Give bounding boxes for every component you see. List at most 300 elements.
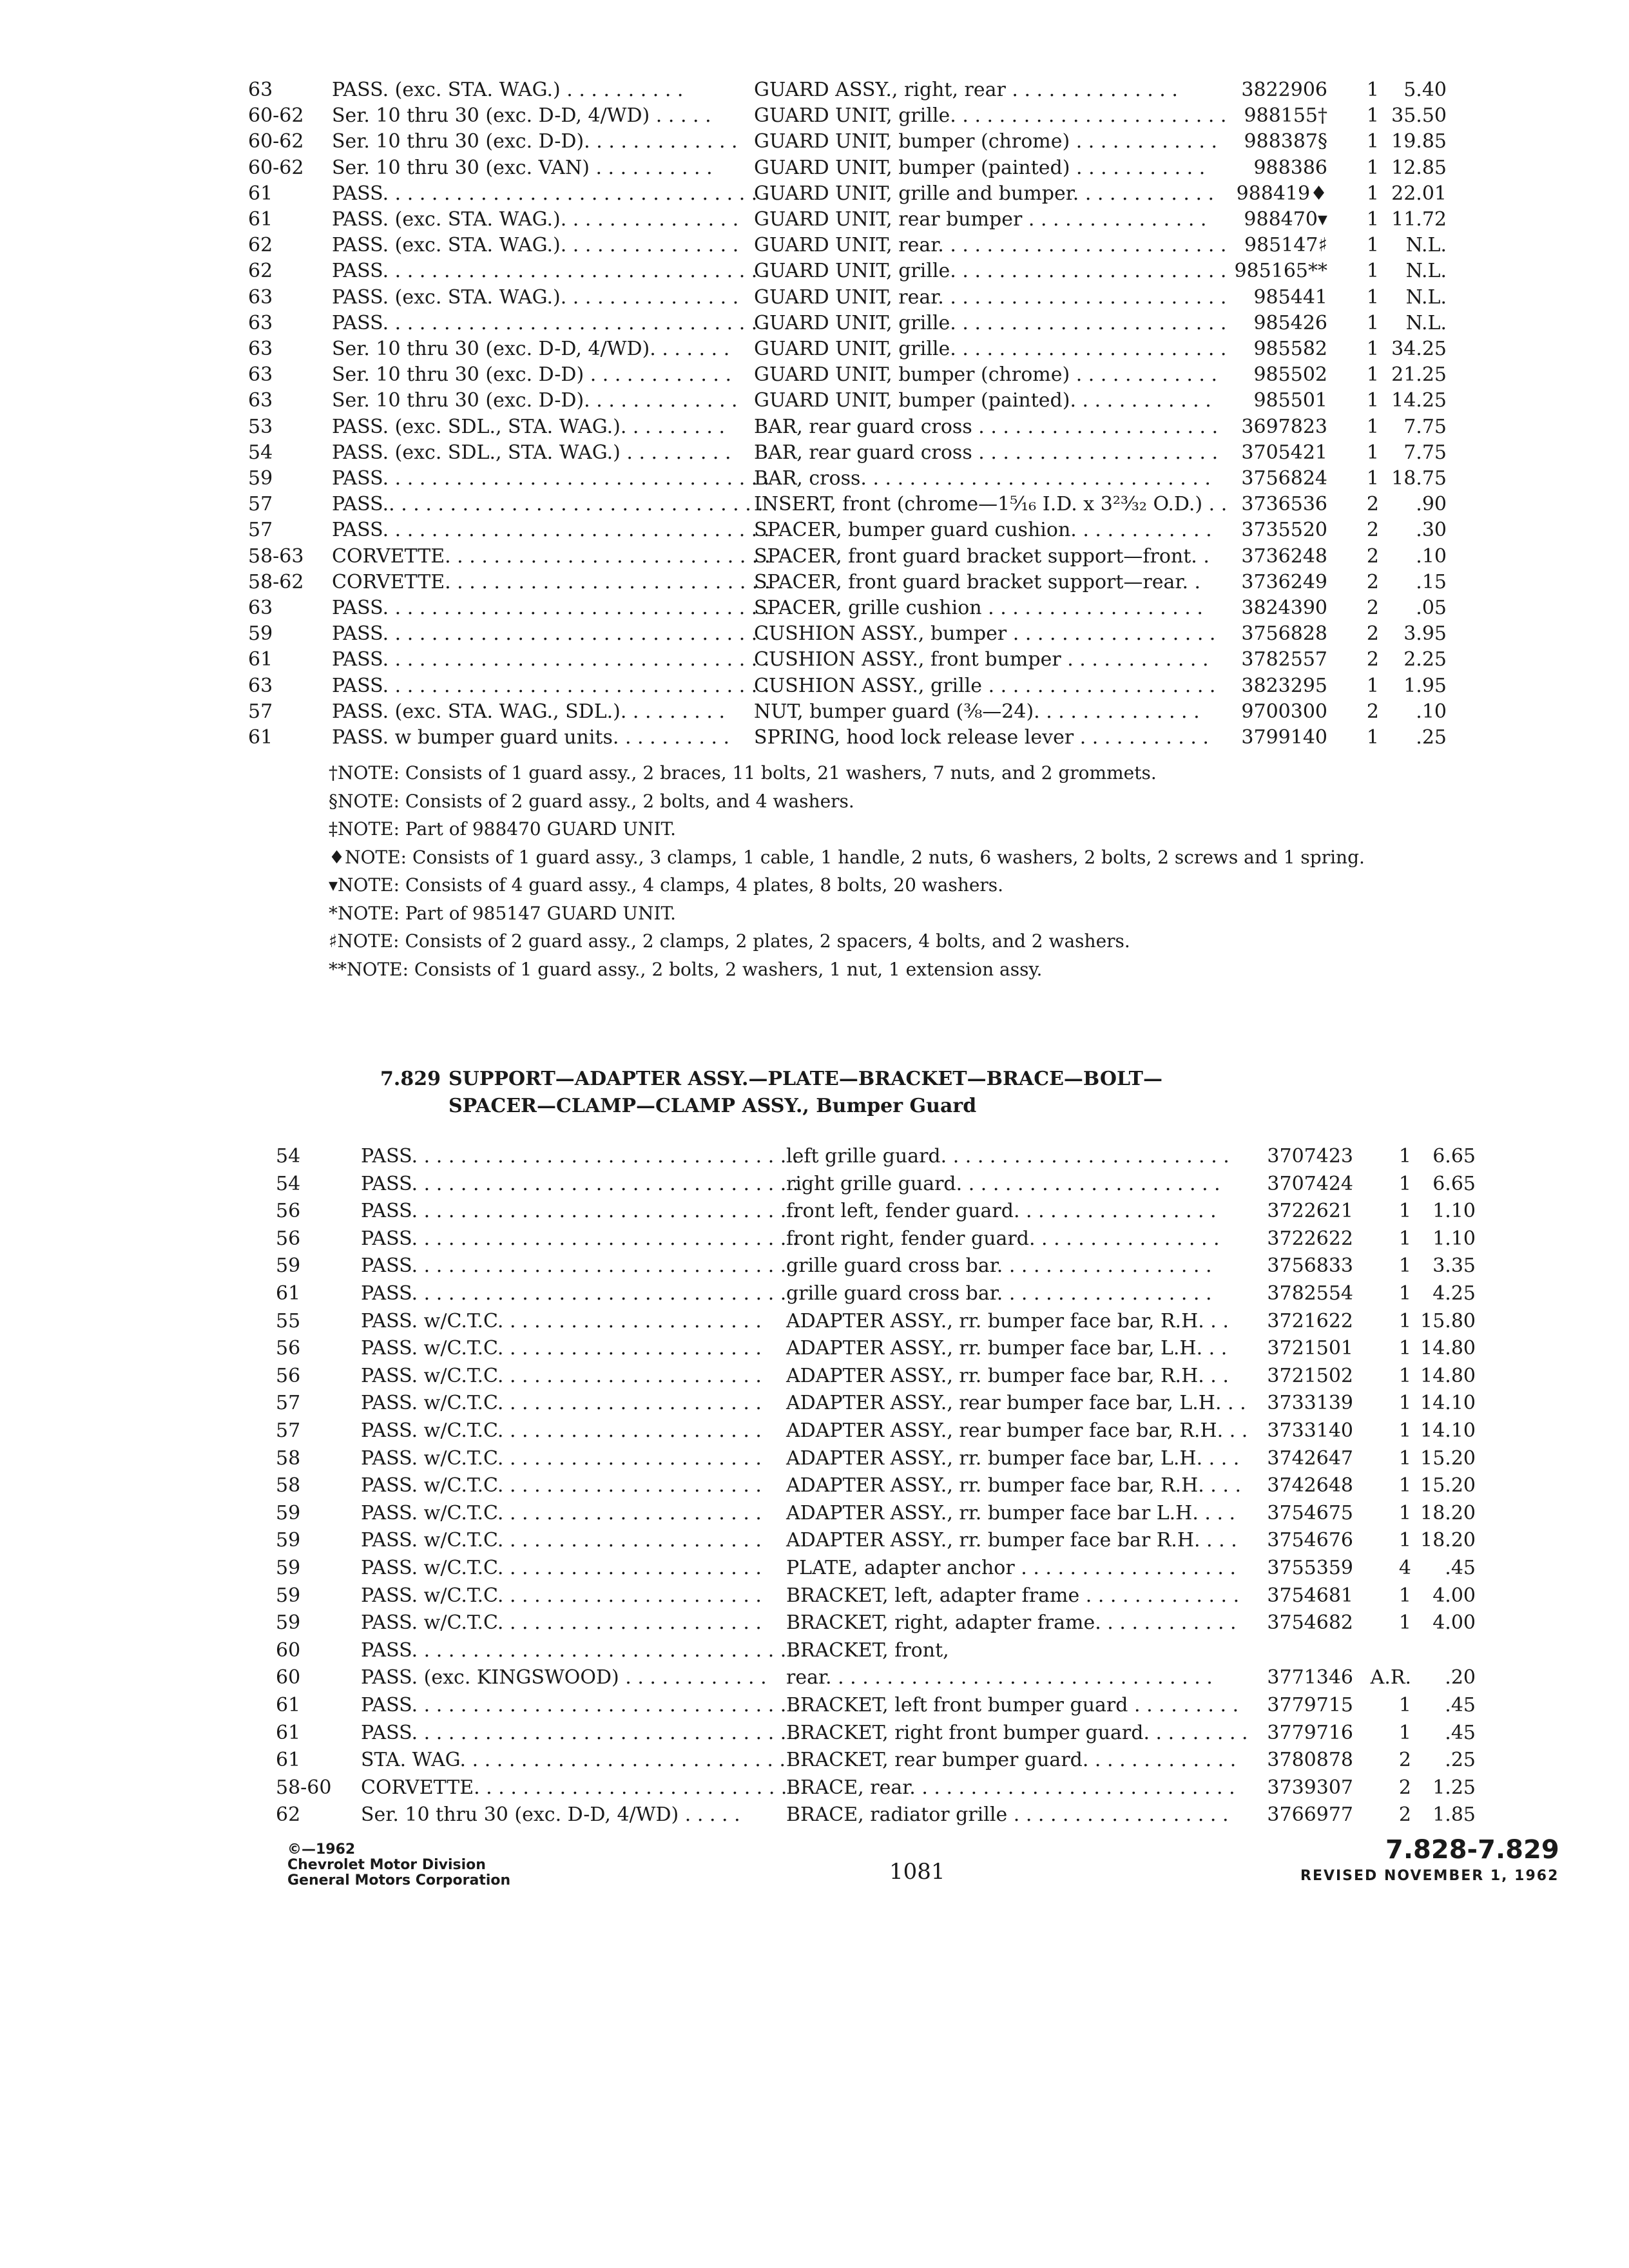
description-cell: BRACE, radiator grille . . . . . . . . . . . . . . . . . . bbox=[786, 1803, 1229, 1827]
year-cell: 61 bbox=[248, 726, 273, 749]
model-cell: PASS. . . . . . . . . . . . . . . . . . . . . . . . . . . . . . . . bbox=[361, 1200, 799, 1223]
price-cell: .30 bbox=[1416, 519, 1447, 542]
description-cell: BRACKET, rear bumper guard. . . . . . . . . . . . . bbox=[786, 1749, 1237, 1772]
quantity-cell: 1 bbox=[1366, 156, 1379, 179]
description-cell: ADAPTER ASSY., rr. bumper face bar, L.H. . . . bbox=[786, 1446, 1240, 1470]
description-cell: BAR, cross. . . . . . . . . . . . . . . . . . . . . . . . . . . . . bbox=[754, 467, 1211, 490]
table-row bbox=[0, 698, 1629, 726]
year-cell: 57 bbox=[248, 493, 273, 516]
part-number-cell: 985441 bbox=[1253, 285, 1327, 309]
quantity-cell: A.R. bbox=[1370, 1666, 1411, 1689]
part-number-cell: 3782557 bbox=[1241, 648, 1327, 671]
part-number-cell: 3722621 bbox=[1267, 1200, 1353, 1223]
quantity-cell: 1 bbox=[1366, 79, 1379, 101]
part-number-cell: 3707423 bbox=[1267, 1145, 1353, 1168]
price-cell: 15.80 bbox=[1420, 1309, 1476, 1332]
price-cell: 1.10 bbox=[1432, 1227, 1476, 1250]
quantity-cell: 1 bbox=[1398, 1172, 1411, 1195]
year-cell: 61 bbox=[248, 648, 273, 671]
price-cell: 2.25 bbox=[1403, 648, 1447, 671]
note-line: ♦NOTE: Consists of 1 guard assy., 3 clamps, 1 cable, 1 handle, 2 nuts, 6 washers, 2 bolts, 2 screws and 1 spring. bbox=[329, 846, 1365, 868]
price-cell: .45 bbox=[1445, 1694, 1476, 1716]
quantity-cell: 1 bbox=[1366, 674, 1379, 697]
section-title-line1: SUPPORT—ADAPTER ASSY.—PLATE—BRACKET—BRACE—BOLT— bbox=[448, 1068, 1162, 1090]
price-cell: 18.75 bbox=[1391, 467, 1447, 490]
price-cell: 11.72 bbox=[1391, 208, 1447, 231]
model-cell: PASS. . . . . . . . . . . . . . . . . . . . . . . . . . . . . . . . bbox=[332, 519, 770, 542]
price-cell: 14.25 bbox=[1391, 389, 1447, 412]
year-cell: 63 bbox=[248, 363, 273, 387]
description-cell: right grille guard. . . . . . . . . . . . . . . . . . . . . . bbox=[786, 1172, 1220, 1195]
quantity-cell: 2 bbox=[1398, 1776, 1411, 1799]
description-cell: GUARD UNIT, rear bumper . . . . . . . . . . . . . . . bbox=[754, 208, 1207, 231]
table-row bbox=[0, 1774, 1629, 1802]
table-row bbox=[0, 1554, 1629, 1582]
year-cell: 61 bbox=[248, 208, 273, 231]
table-row bbox=[0, 231, 1629, 260]
part-number-cell: 3736249 bbox=[1241, 570, 1327, 593]
model-cell: CORVETTE. . . . . . . . . . . . . . . . . . . . . . . . . . . bbox=[332, 570, 771, 593]
part-number-cell: 3823295 bbox=[1241, 674, 1327, 697]
model-cell: PASS. . . . . . . . . . . . . . . . . . . . . . . . . . . . . . . . bbox=[361, 1694, 799, 1716]
copyright-division: Chevrolet Motor Division bbox=[287, 1857, 486, 1873]
quantity-cell: 1 bbox=[1366, 415, 1379, 438]
year-cell: 61 bbox=[276, 1749, 301, 1772]
table-row bbox=[0, 1142, 1629, 1171]
quantity-cell: 2 bbox=[1366, 519, 1379, 542]
year-cell: 60 bbox=[276, 1639, 301, 1662]
description-cell: CUSHION ASSY., bumper . . . . . . . . . . . . . . . . . bbox=[754, 622, 1216, 646]
quantity-cell: 2 bbox=[1366, 570, 1379, 593]
description-cell: BRACKET, front, bbox=[786, 1639, 949, 1662]
price-cell: .10 bbox=[1416, 700, 1447, 723]
quantity-cell: 1 bbox=[1398, 1529, 1411, 1552]
table-row bbox=[0, 439, 1629, 467]
quantity-cell: 1 bbox=[1398, 1584, 1411, 1607]
model-cell: PASS. . . . . . . . . . . . . . . . . . . . . . . . . . . . . . . . bbox=[361, 1145, 799, 1168]
price-cell: 7.75 bbox=[1403, 441, 1447, 464]
model-cell: PASS. . . . . . . . . . . . . . . . . . . . . . . . . . . . . . . . bbox=[332, 182, 770, 205]
part-number-cell: 985426 bbox=[1253, 311, 1327, 334]
year-cell: 58 bbox=[276, 1474, 301, 1497]
year-cell: 56 bbox=[276, 1364, 301, 1387]
price-cell: N.L. bbox=[1405, 285, 1447, 309]
part-number-cell: 985501 bbox=[1253, 389, 1327, 412]
year-cell: 60-62 bbox=[248, 104, 304, 128]
year-cell: 59 bbox=[276, 1557, 301, 1579]
revised-date: REVISED NOVEMBER 1, 1962 bbox=[1300, 1868, 1559, 1884]
quantity-cell: 1 bbox=[1398, 1227, 1411, 1250]
price-cell: 3.95 bbox=[1403, 622, 1447, 646]
part-number-cell: 3799140 bbox=[1241, 726, 1327, 749]
table-row bbox=[0, 1472, 1629, 1500]
table-row bbox=[0, 1389, 1629, 1418]
price-cell: 34.25 bbox=[1391, 338, 1447, 360]
section-number: 7.829 bbox=[380, 1068, 441, 1090]
description-cell: SPACER, front guard bracket support—front. . bbox=[754, 544, 1210, 568]
model-cell: CORVETTE. . . . . . . . . . . . . . . . . . . . . . . . . . . bbox=[361, 1776, 800, 1799]
table-row bbox=[0, 1719, 1629, 1747]
price-cell: 12.85 bbox=[1391, 156, 1447, 179]
price-cell: 6.65 bbox=[1432, 1145, 1476, 1168]
quantity-cell: 2 bbox=[1398, 1749, 1411, 1772]
price-cell: 18.20 bbox=[1420, 1529, 1476, 1552]
description-cell: BRACKET, left, adapter frame . . . . . . . . . . . . . bbox=[786, 1584, 1240, 1607]
price-cell: 14.10 bbox=[1420, 1392, 1476, 1415]
model-cell: PASS. . . . . . . . . . . . . . . . . . . . . . . . . . . . . . . . bbox=[332, 674, 770, 697]
quantity-cell: 1 bbox=[1366, 234, 1379, 257]
table-row bbox=[0, 1252, 1629, 1280]
model-cell: PASS. . . . . . . . . . . . . . . . . . . . . . . . . . . . . . . . bbox=[332, 622, 770, 646]
model-cell: PASS. . . . . . . . . . . . . . . . . . . . . . . . . . . . . . . . bbox=[361, 1227, 799, 1250]
price-cell: .90 bbox=[1416, 493, 1447, 516]
year-cell: 59 bbox=[276, 1584, 301, 1607]
year-cell: 57 bbox=[248, 519, 273, 542]
part-number-cell: 3742647 bbox=[1267, 1446, 1353, 1470]
description-cell: CUSHION ASSY., front bumper . . . . . . . . . . . . bbox=[754, 648, 1209, 671]
note-line: ‡NOTE: Part of 988470 GUARD UNIT. bbox=[329, 818, 676, 840]
description-cell: INSERT, front (chrome—1⁵⁄₁₆ I.D. x 3²³⁄₃₂ O.D.) . . bbox=[754, 493, 1228, 516]
model-cell: PASS. . . . . . . . . . . . . . . . . . . . . . . . . . . . . . . . bbox=[361, 1639, 799, 1662]
quantity-cell: 2 bbox=[1366, 597, 1379, 619]
model-cell: PASS. (exc. KINGSWOOD) . . . . . . . . . . . . bbox=[361, 1666, 767, 1689]
quantity-cell: 2 bbox=[1366, 622, 1379, 646]
year-cell: 58 bbox=[276, 1446, 301, 1470]
price-cell: .25 bbox=[1445, 1749, 1476, 1772]
model-cell: PASS. w/C.T.C. . . . . . . . . . . . . . . . . . . . . . bbox=[361, 1419, 762, 1442]
quantity-cell: 1 bbox=[1366, 338, 1379, 360]
part-number-cell: 3756833 bbox=[1267, 1254, 1353, 1278]
year-cell: 58-63 bbox=[248, 544, 304, 568]
description-cell: BAR, rear guard cross . . . . . . . . . . . . . . . . . . . . bbox=[754, 441, 1219, 464]
part-number-cell: 985165** bbox=[1234, 260, 1327, 283]
model-cell: PASS. (exc. STA. WAG.) . . . . . . . . . . bbox=[332, 79, 684, 101]
model-cell: CORVETTE. . . . . . . . . . . . . . . . . . . . . . . . . . . bbox=[332, 544, 771, 568]
description-cell: GUARD UNIT, grille. . . . . . . . . . . . . . . . . . . . . . . bbox=[754, 104, 1227, 128]
table-row bbox=[0, 1417, 1629, 1445]
quantity-cell: 1 bbox=[1398, 1309, 1411, 1332]
year-cell: 59 bbox=[276, 1529, 301, 1552]
table-row bbox=[0, 206, 1629, 234]
quantity-cell: 1 bbox=[1366, 441, 1379, 464]
table-row bbox=[0, 516, 1629, 544]
price-cell: .45 bbox=[1445, 1721, 1476, 1744]
quantity-cell: 2 bbox=[1366, 544, 1379, 568]
model-cell: PASS. w/C.T.C. . . . . . . . . . . . . . . . . . . . . . bbox=[361, 1529, 762, 1552]
description-cell: GUARD UNIT, bumper (painted) . . . . . . . . . . . bbox=[754, 156, 1206, 179]
year-cell: 63 bbox=[248, 674, 273, 697]
model-cell: PASS. (exc. SDL., STA. WAG.) . . . . . . . . . bbox=[332, 441, 731, 464]
description-cell: grille guard cross bar. . . . . . . . . . . . . . . . . . bbox=[786, 1254, 1212, 1278]
description-cell: PLATE, adapter anchor . . . . . . . . . . . . . . . . . . bbox=[786, 1557, 1237, 1579]
part-number-cell: 3822906 bbox=[1241, 79, 1327, 101]
price-cell: N.L. bbox=[1405, 234, 1447, 257]
year-cell: 59 bbox=[276, 1501, 301, 1524]
quantity-cell: 1 bbox=[1398, 1282, 1411, 1305]
table-row bbox=[0, 1637, 1629, 1665]
price-cell: 22.01 bbox=[1391, 182, 1447, 205]
description-cell: GUARD UNIT, bumper (chrome) . . . . . . . . . . . . bbox=[754, 130, 1218, 153]
price-cell: 5.40 bbox=[1403, 79, 1447, 101]
model-cell: PASS. (exc. STA. WAG.). . . . . . . . . . . . . . . bbox=[332, 234, 739, 257]
note-line: §NOTE: Consists of 2 guard assy., 2 bolts, and 4 washers. bbox=[329, 790, 854, 812]
table-row bbox=[0, 672, 1629, 700]
part-number-cell: 3779716 bbox=[1267, 1721, 1353, 1744]
model-cell: PASS. w/C.T.C. . . . . . . . . . . . . . . . . . . . . . bbox=[361, 1474, 762, 1497]
quantity-cell: 1 bbox=[1366, 311, 1379, 334]
part-number-cell: 985502 bbox=[1253, 363, 1327, 387]
description-cell: GUARD UNIT, grille and bumper. . . . . . . . . . . . bbox=[754, 182, 1215, 205]
price-cell: 4.00 bbox=[1432, 1584, 1476, 1607]
part-number-cell: 3756828 bbox=[1241, 622, 1327, 646]
year-cell: 59 bbox=[248, 467, 273, 490]
year-cell: 59 bbox=[248, 622, 273, 646]
table-row bbox=[0, 1225, 1629, 1253]
note-line: **NOTE: Consists of 1 guard assy., 2 bolts, 2 washers, 1 nut, 1 extension assy. bbox=[329, 958, 1043, 980]
table-row bbox=[0, 335, 1629, 363]
description-cell: GUARD ASSY., right, rear . . . . . . . . . . . . . . bbox=[754, 79, 1178, 101]
part-number-cell: 3705421 bbox=[1241, 441, 1327, 464]
price-cell: 1.85 bbox=[1432, 1803, 1476, 1827]
description-cell: SPACER, bumper guard cushion. . . . . . . . . . . . bbox=[754, 519, 1212, 542]
model-cell: PASS. w/C.T.C. . . . . . . . . . . . . . . . . . . . . . bbox=[361, 1309, 762, 1332]
part-number-cell: 3739307 bbox=[1267, 1776, 1353, 1799]
year-cell: 61 bbox=[276, 1282, 301, 1305]
model-cell: PASS. w/C.T.C. . . . . . . . . . . . . . . . . . . . . . bbox=[361, 1446, 762, 1470]
quantity-cell: 1 bbox=[1366, 467, 1379, 490]
model-cell: Ser. 10 thru 30 (exc. D-D). . . . . . . . . . . . . bbox=[332, 389, 738, 412]
price-cell: 35.50 bbox=[1391, 104, 1447, 128]
year-cell: 59 bbox=[276, 1611, 301, 1635]
table-row bbox=[0, 1691, 1629, 1720]
description-cell: GUARD UNIT, bumper (chrome) . . . . . . . . . . . . bbox=[754, 363, 1218, 387]
quantity-cell: 4 bbox=[1398, 1557, 1411, 1579]
part-number-cell: 3736536 bbox=[1241, 493, 1327, 516]
price-cell: 15.20 bbox=[1420, 1474, 1476, 1497]
part-number-cell: 988419♦ bbox=[1236, 182, 1327, 205]
part-number-cell: 3780878 bbox=[1267, 1749, 1353, 1772]
table-row bbox=[0, 1499, 1629, 1528]
year-cell: 62 bbox=[276, 1803, 301, 1827]
description-cell: ADAPTER ASSY., rr. bumper face bar, R.H. . . bbox=[786, 1309, 1229, 1332]
model-cell: STA. WAG. . . . . . . . . . . . . . . . . . . . . . . . . . . bbox=[361, 1749, 786, 1772]
model-cell: PASS. w/C.T.C. . . . . . . . . . . . . . . . . . . . . . bbox=[361, 1557, 762, 1579]
part-number-cell: 3733139 bbox=[1267, 1392, 1353, 1415]
quantity-cell: 1 bbox=[1366, 104, 1379, 128]
description-cell: ADAPTER ASSY., rr. bumper face bar, R.H. . . . bbox=[786, 1474, 1241, 1497]
part-number-cell: 3707424 bbox=[1267, 1172, 1353, 1195]
part-number-cell: 3722622 bbox=[1267, 1227, 1353, 1250]
quantity-cell: 1 bbox=[1366, 726, 1379, 749]
year-cell: 63 bbox=[248, 597, 273, 619]
quantity-cell: 1 bbox=[1366, 208, 1379, 231]
table-row bbox=[0, 1526, 1629, 1555]
year-cell: 63 bbox=[248, 311, 273, 334]
price-cell: .05 bbox=[1416, 597, 1447, 619]
price-cell: 3.35 bbox=[1432, 1254, 1476, 1278]
model-cell: Ser. 10 thru 30 (exc. VAN) . . . . . . . . . . bbox=[332, 156, 713, 179]
table-row bbox=[0, 309, 1629, 338]
note-line: ♯NOTE: Consists of 2 guard assy., 2 clamps, 2 plates, 2 spacers, 4 bolts, and 2 washers. bbox=[329, 930, 1130, 952]
quantity-cell: 1 bbox=[1366, 389, 1379, 412]
price-cell: 15.20 bbox=[1420, 1446, 1476, 1470]
year-cell: 62 bbox=[248, 234, 273, 257]
year-cell: 63 bbox=[248, 338, 273, 360]
year-cell: 63 bbox=[248, 389, 273, 412]
table-row bbox=[0, 1170, 1629, 1198]
description-cell: BRACKET, right, adapter frame. . . . . . . . . . . . bbox=[786, 1611, 1237, 1635]
description-cell: BRACKET, left front bumper guard . . . . . . . . . bbox=[786, 1694, 1239, 1716]
part-number-cell: 3754682 bbox=[1267, 1611, 1353, 1635]
quantity-cell: 1 bbox=[1398, 1721, 1411, 1744]
description-cell: left grille guard. . . . . . . . . . . . . . . . . . . . . . . . bbox=[786, 1145, 1229, 1168]
table-row bbox=[0, 465, 1629, 493]
table-row bbox=[0, 646, 1629, 674]
table-row bbox=[0, 76, 1629, 104]
table-row bbox=[0, 568, 1629, 597]
description-cell: GUARD UNIT, grille. . . . . . . . . . . . . . . . . . . . . . . bbox=[754, 311, 1227, 334]
description-cell: grille guard cross bar. . . . . . . . . . . . . . . . . . bbox=[786, 1282, 1212, 1305]
table-row bbox=[0, 1445, 1629, 1473]
quantity-cell: 1 bbox=[1366, 130, 1379, 153]
model-cell: PASS. . . . . . . . . . . . . . . . . . . . . . . . . . . . . . . . bbox=[361, 1172, 799, 1195]
year-cell: 62 bbox=[248, 260, 273, 283]
note-line: †NOTE: Consists of 1 guard assy., 2 braces, 11 bolts, 21 washers, 7 nuts, and 2 grommets. bbox=[329, 762, 1157, 783]
description-cell: GUARD UNIT, bumper (painted). . . . . . . . . . . . bbox=[754, 389, 1211, 412]
price-cell: 4.25 bbox=[1432, 1282, 1476, 1305]
section-range: 7.828-7.829 bbox=[1385, 1835, 1559, 1865]
table-row bbox=[0, 180, 1629, 208]
year-cell: 53 bbox=[248, 415, 273, 438]
part-number-cell: 985582 bbox=[1253, 338, 1327, 360]
model-cell: Ser. 10 thru 30 (exc. D-D). . . . . . . . . . . . . bbox=[332, 130, 738, 153]
table-row bbox=[0, 1801, 1629, 1829]
description-cell: front left, fender guard. . . . . . . . . . . . . . . . . bbox=[786, 1200, 1217, 1223]
price-cell: .45 bbox=[1445, 1557, 1476, 1579]
description-cell: SPACER, grille cushion . . . . . . . . . . . . . . . . . . bbox=[754, 597, 1203, 619]
table-row bbox=[0, 413, 1629, 441]
table-row bbox=[0, 154, 1629, 182]
table-row bbox=[0, 1664, 1629, 1692]
quantity-cell: 1 bbox=[1398, 1254, 1411, 1278]
price-cell: 19.85 bbox=[1391, 130, 1447, 153]
description-cell: GUARD UNIT, grille. . . . . . . . . . . . . . . . . . . . . . . bbox=[754, 338, 1227, 360]
table-row bbox=[0, 1582, 1629, 1610]
year-cell: 57 bbox=[276, 1392, 301, 1415]
price-cell: N.L. bbox=[1405, 311, 1447, 334]
part-number-cell: 988470▾ bbox=[1244, 208, 1327, 231]
table-row bbox=[0, 1280, 1629, 1308]
model-cell: PASS. . . . . . . . . . . . . . . . . . . . . . . . . . . . . . . . bbox=[361, 1721, 799, 1744]
quantity-cell: 2 bbox=[1366, 648, 1379, 671]
year-cell: 54 bbox=[276, 1172, 301, 1195]
part-number-cell: 3735520 bbox=[1241, 519, 1327, 542]
year-cell: 60-62 bbox=[248, 156, 304, 179]
part-number-cell: 3766977 bbox=[1267, 1803, 1353, 1827]
year-cell: 56 bbox=[276, 1227, 301, 1250]
quantity-cell: 1 bbox=[1398, 1337, 1411, 1360]
year-cell: 63 bbox=[248, 285, 273, 309]
table-row bbox=[0, 594, 1629, 622]
model-cell: Ser. 10 thru 30 (exc. D-D, 4/WD) . . . . . bbox=[332, 104, 711, 128]
model-cell: PASS. . . . . . . . . . . . . . . . . . . . . . . . . . . . . . . . bbox=[332, 311, 770, 334]
description-cell: SPACER, front guard bracket support—rear. . bbox=[754, 570, 1201, 593]
price-cell: 14.80 bbox=[1420, 1337, 1476, 1360]
description-cell: ADAPTER ASSY., rear bumper face bar, R.H. . . bbox=[786, 1419, 1248, 1442]
year-cell: 60 bbox=[276, 1666, 301, 1689]
model-cell: PASS. . . . . . . . . . . . . . . . . . . . . . . . . . . . . . . . bbox=[332, 648, 770, 671]
quantity-cell: 1 bbox=[1398, 1474, 1411, 1497]
part-number-cell: 3782554 bbox=[1267, 1282, 1353, 1305]
description-cell: rear. . . . . . . . . . . . . . . . . . . . . . . . . . . . . . . . bbox=[786, 1666, 1213, 1689]
year-cell: 54 bbox=[276, 1145, 301, 1168]
year-cell: 54 bbox=[248, 441, 273, 464]
model-cell: PASS. w/C.T.C. . . . . . . . . . . . . . . . . . . . . . bbox=[361, 1584, 762, 1607]
model-cell: Ser. 10 thru 30 (exc. D-D) . . . . . . . . . . . . bbox=[332, 363, 732, 387]
price-cell: 1.95 bbox=[1403, 674, 1447, 697]
part-number-cell: 988155† bbox=[1244, 104, 1327, 128]
model-cell: PASS. . . . . . . . . . . . . . . . . . . . . . . . . . . . . . . . bbox=[332, 260, 770, 283]
year-cell: 61 bbox=[276, 1721, 301, 1744]
quantity-cell: 2 bbox=[1366, 493, 1379, 516]
description-cell: GUARD UNIT, rear. . . . . . . . . . . . . . . . . . . . . . . . bbox=[754, 234, 1227, 257]
description-cell: GUARD UNIT, rear. . . . . . . . . . . . . . . . . . . . . . . . bbox=[754, 285, 1227, 309]
year-cell: 57 bbox=[276, 1419, 301, 1442]
quantity-cell: 1 bbox=[1398, 1694, 1411, 1716]
year-cell: 63 bbox=[248, 79, 273, 101]
part-number-cell: 3754675 bbox=[1267, 1501, 1353, 1524]
part-number-cell: 3771346 bbox=[1267, 1666, 1353, 1689]
model-cell: PASS. w/C.T.C. . . . . . . . . . . . . . . . . . . . . . bbox=[361, 1392, 762, 1415]
model-cell: PASS. w bumper guard units. . . . . . . . . . bbox=[332, 726, 730, 749]
note-line: *NOTE: Part of 985147 GUARD UNIT. bbox=[329, 902, 676, 924]
table-row bbox=[0, 284, 1629, 312]
model-cell: PASS. w/C.T.C. . . . . . . . . . . . . . . . . . . . . . bbox=[361, 1611, 762, 1635]
table-row bbox=[0, 128, 1629, 156]
year-cell: 59 bbox=[276, 1254, 301, 1278]
price-cell: .15 bbox=[1416, 570, 1447, 593]
table-row bbox=[0, 724, 1629, 752]
year-cell: 57 bbox=[248, 700, 273, 723]
description-cell: NUT, bumper guard (⅜—24). . . . . . . . . . . . . . bbox=[754, 700, 1200, 723]
model-cell: Ser. 10 thru 30 (exc. D-D, 4/WD) . . . . . bbox=[361, 1803, 740, 1827]
part-number-cell: 988386 bbox=[1253, 156, 1327, 179]
part-number-cell: 985147♯ bbox=[1244, 234, 1327, 257]
model-cell: PASS. (exc. STA. WAG.). . . . . . . . . . . . . . . bbox=[332, 208, 739, 231]
year-cell: 60-62 bbox=[248, 130, 304, 153]
year-cell: 58-62 bbox=[248, 570, 304, 593]
quantity-cell: 2 bbox=[1398, 1803, 1411, 1827]
model-cell: PASS. (exc. SDL., STA. WAG.). . . . . . . . . bbox=[332, 415, 725, 438]
table-row bbox=[0, 1307, 1629, 1336]
page-number: 1081 bbox=[889, 1859, 945, 1885]
model-cell: PASS. w/C.T.C. . . . . . . . . . . . . . . . . . . . . . bbox=[361, 1364, 762, 1387]
model-cell: PASS. . . . . . . . . . . . . . . . . . . . . . . . . . . . . . . . bbox=[332, 467, 770, 490]
part-number-cell: 3754676 bbox=[1267, 1529, 1353, 1552]
table-row bbox=[0, 543, 1629, 571]
price-cell: 14.10 bbox=[1420, 1419, 1476, 1442]
description-cell: BRACKET, right front bumper guard. . . . . . . . . bbox=[786, 1721, 1248, 1744]
description-cell: ADAPTER ASSY., rear bumper face bar, L.H. . . bbox=[786, 1392, 1246, 1415]
part-number-cell: 3742648 bbox=[1267, 1474, 1353, 1497]
part-number-cell: 3721502 bbox=[1267, 1364, 1353, 1387]
part-number-cell: 3754681 bbox=[1267, 1584, 1353, 1607]
year-cell: 56 bbox=[276, 1337, 301, 1360]
table-row bbox=[0, 490, 1629, 519]
quantity-cell: 1 bbox=[1398, 1200, 1411, 1223]
note-line: ▾NOTE: Consists of 4 guard assy., 4 clamps, 4 plates, 8 bolts, 20 washers. bbox=[329, 874, 1004, 896]
copyright-line: ©—1962 bbox=[287, 1841, 356, 1858]
